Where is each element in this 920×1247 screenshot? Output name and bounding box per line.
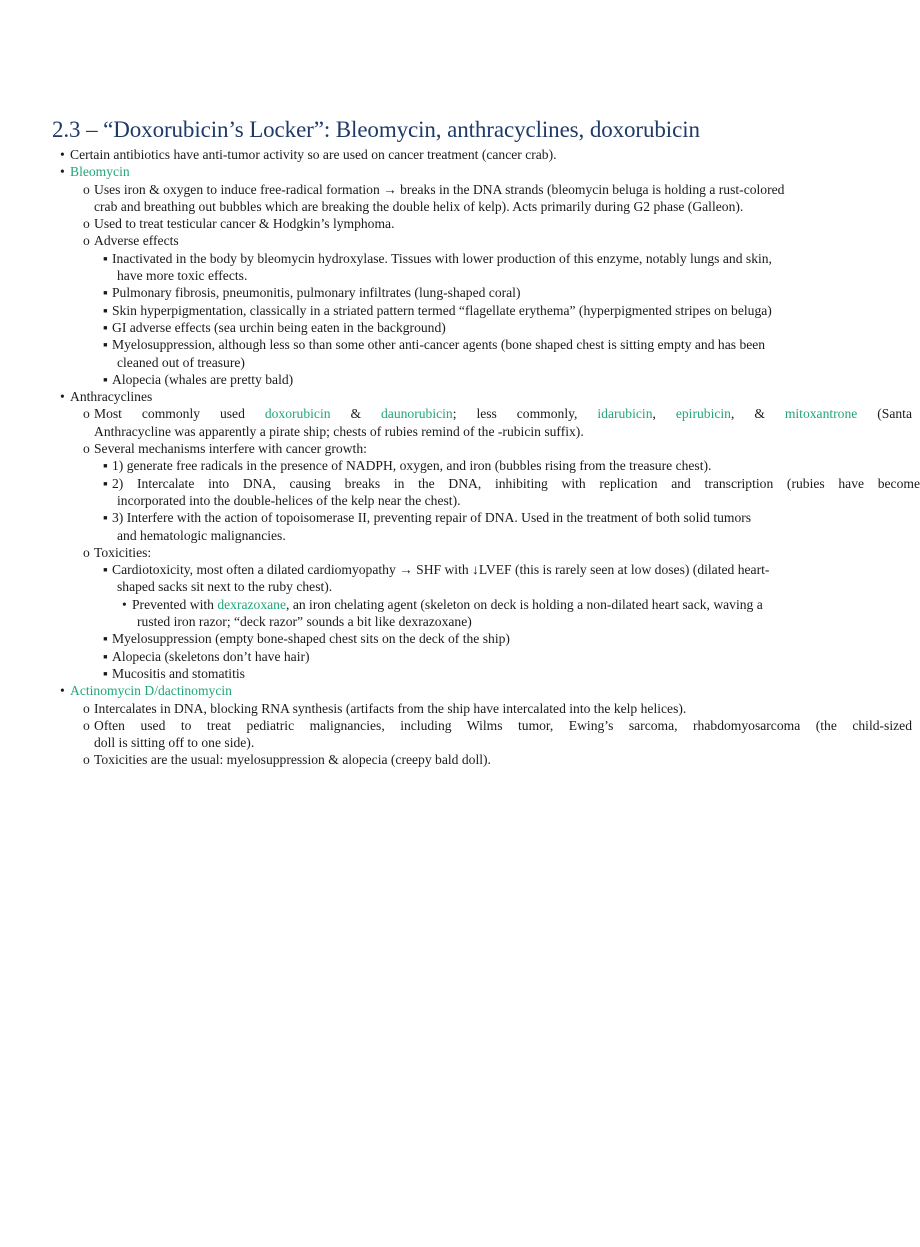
prevention-post: , an iron chelating agent (skeleton on deck is holding a non-dilated heart sack, waving a bbox=[286, 596, 763, 612]
toxicity-alopecia: Alopecia (skeletons don’t have hair) bbox=[112, 648, 310, 664]
intro-text: Certain antibiotics have anti-tumor activity so are used on cancer treatment (cancer crab). bbox=[70, 147, 557, 162]
drugs-intro: Most commonly used bbox=[94, 406, 245, 422]
bullet-marker: ▪ bbox=[103, 319, 108, 335]
drug-idarubicin: idarubicin bbox=[597, 406, 653, 422]
bullet-marker: • bbox=[60, 683, 65, 699]
bullet-marker: • bbox=[60, 147, 65, 162]
list-item-continuation bbox=[0, 613, 880, 630]
drug-epirubicin: epirubicin bbox=[675, 406, 731, 422]
bullet-marker: o bbox=[83, 406, 90, 422]
anthracycline-mechanisms: Several mechanisms interfere with cancer growth: bbox=[94, 441, 367, 457]
bullet-marker: o bbox=[83, 216, 90, 232]
toxicity-cardiotoxicity-cont: shaped sacks sit next to the ruby chest). bbox=[117, 579, 333, 595]
bullet-marker: o bbox=[83, 544, 90, 560]
list-item bbox=[0, 665, 880, 682]
bullet-marker: o bbox=[83, 441, 90, 457]
list-item bbox=[0, 596, 880, 613]
actinomycin-mechanism: Intercalates in DNA, blocking RNA synthesis (artifacts from the ship have intercalated into the kelp helices). bbox=[94, 700, 687, 716]
less-commonly: less commonly, bbox=[476, 406, 578, 422]
actinomycin-heading: Actinomycin D/dactinomycin bbox=[70, 683, 232, 699]
toxicity-mucositis: Mucositis and stomatitis bbox=[112, 665, 245, 681]
mechanism-topoisomerase-cont: and hematologic malignancies. bbox=[117, 527, 286, 543]
list-item bbox=[0, 561, 880, 578]
list-item bbox=[0, 250, 880, 267]
bleomycin-ae-pulmonary: Pulmonary fibrosis, pneumonitis, pulmonary infiltrates (lung-shaped coral) bbox=[112, 285, 521, 301]
list-item bbox=[0, 475, 920, 492]
list-item bbox=[0, 232, 880, 249]
list-item bbox=[0, 146, 880, 163]
bleomycin-mechanism: Uses iron & oxygen to induce free-radical formation → breaks in the DNA strands (bleomycin beluga is holding a rust-colored bbox=[94, 181, 785, 197]
bullet-marker: ▪ bbox=[103, 337, 108, 353]
bullet-marker: ▪ bbox=[103, 302, 108, 318]
bullet-marker: ▪ bbox=[103, 371, 108, 387]
bleomycin-adverse-effects: Adverse effects bbox=[94, 233, 179, 249]
list-item-continuation bbox=[0, 267, 880, 284]
list-item-continuation bbox=[0, 578, 880, 595]
list-item bbox=[0, 751, 880, 768]
bullet-marker: • bbox=[60, 389, 65, 405]
bullet-marker: ▪ bbox=[103, 648, 108, 664]
list-item bbox=[0, 717, 912, 734]
bullet-marker: ▪ bbox=[103, 250, 108, 266]
bullet-marker: o bbox=[83, 717, 90, 733]
list-item bbox=[0, 509, 880, 526]
document-body bbox=[0, 146, 920, 769]
mechanism-free-radicals: 1) generate free radicals in the presence of NADPH, oxygen, and iron (bubbles rising from the treasure chest). bbox=[112, 458, 712, 474]
list-item bbox=[0, 630, 880, 647]
list-item-continuation bbox=[0, 423, 880, 440]
prevention-cont: rusted iron razor; “deck razor” sounds a bit like dexrazoxane) bbox=[137, 614, 472, 630]
bleomycin-ae-myelosuppression-cont: cleaned out of treasure) bbox=[117, 354, 245, 370]
bullet-marker: ▪ bbox=[103, 475, 108, 491]
drug-mitoxantrone: mitoxantrone bbox=[784, 406, 858, 422]
list-item bbox=[0, 700, 880, 717]
page-title: 2.3 – “Doxorubicin’s Locker”: Bleomycin, anthracyclines, doxorubicin bbox=[52, 117, 700, 142]
list-item bbox=[0, 682, 880, 699]
bleomycin-ae-skin: Skin hyperpigmentation, classically in a striated pattern termed “flagellate erythema” (hyperpigmented stripes on beluga) bbox=[112, 302, 772, 318]
bullet-marker: o bbox=[83, 700, 90, 716]
bullet-marker: ▪ bbox=[103, 458, 108, 474]
list-item bbox=[0, 336, 880, 353]
drugs-mnemonic-start: (Santa bbox=[877, 406, 912, 422]
list-item bbox=[0, 388, 880, 405]
list-item-continuation bbox=[0, 492, 880, 509]
bleomycin-ae-myelosuppression: Myelosuppression, although less so than some other anti-cancer agents (bone shaped chest is sitting empty and has been bbox=[112, 337, 766, 353]
bullet-marker: o bbox=[83, 181, 90, 197]
drug-epirubicin-group bbox=[676, 406, 735, 421]
list-item bbox=[0, 405, 912, 422]
bleomycin-ae-alopecia: Alopecia (whales are pretty bald) bbox=[112, 371, 294, 387]
drug-doxorubicin: doxorubicin bbox=[264, 406, 331, 422]
bleomycin-use: Used to treat testicular cancer & Hodgkin’s lymphoma. bbox=[94, 216, 395, 232]
anthracycline-mnemonic: Anthracycline was apparently a pirate ship; chests of rubies remind of the -rubicin suffix). bbox=[94, 423, 584, 439]
semicolon: ; bbox=[452, 406, 457, 422]
drug-daunorubicin: daunorubicin bbox=[380, 406, 453, 422]
bullet-marker: • bbox=[122, 596, 127, 612]
actinomycin-use: Often used to treat pediatric malignancies, including Wilms tumor, Ewing’s sarcoma, rhabdomyosarcoma (the child-sized bbox=[94, 717, 912, 733]
list-item bbox=[0, 371, 880, 388]
bullet-marker: ▪ bbox=[103, 510, 108, 526]
list-item bbox=[0, 440, 880, 457]
bullet-marker: o bbox=[83, 752, 90, 768]
bleomycin-mechanism-cont: crab and breathing out bubbles which are breaking the double helix of kelp). Acts primarily during G2 phase (Galleon). bbox=[94, 198, 744, 214]
bullet-marker: ▪ bbox=[103, 562, 108, 578]
bleomycin-heading: Bleomycin bbox=[70, 164, 130, 180]
bullet-marker: o bbox=[83, 233, 90, 249]
bullet-marker: ▪ bbox=[103, 285, 108, 301]
drug-daunorubicin-group bbox=[381, 406, 457, 421]
list-item bbox=[0, 319, 880, 336]
toxicity-cardiotoxicity: Cardiotoxicity, most often a dilated cardiomyopathy → SHF with ↓LVEF (this is rarely seen at low doses) (dilated heart- bbox=[112, 562, 770, 578]
list-item bbox=[0, 181, 880, 198]
bleomycin-ae-inactivation-cont: have more toxic effects. bbox=[117, 268, 248, 284]
list-item bbox=[0, 302, 880, 319]
list-item bbox=[0, 215, 880, 232]
prevention-pre: Prevented with bbox=[132, 596, 214, 612]
list-item-continuation bbox=[0, 734, 880, 751]
anthracycline-drugs bbox=[94, 405, 912, 422]
bullet-marker: ▪ bbox=[103, 665, 108, 681]
comma: , bbox=[730, 406, 735, 422]
list-item bbox=[0, 284, 880, 301]
bullet-marker: • bbox=[60, 164, 65, 180]
list-item-continuation bbox=[0, 527, 880, 544]
list-item-continuation bbox=[0, 354, 880, 371]
bleomycin-ae-inactivation: Inactivated in the body by bleomycin hydroxylase. Tissues with lower production of this enzyme, notably lungs and skin, bbox=[112, 250, 772, 266]
mechanism-intercalate-cont: incorporated into the double-helices of the kelp near the chest). bbox=[117, 492, 461, 508]
comma: , bbox=[652, 406, 656, 422]
bleomycin-ae-gi: GI adverse effects (sea urchin being eaten in the background) bbox=[112, 319, 446, 335]
drug-idarubicin-group bbox=[597, 406, 656, 421]
ampersand: & bbox=[754, 406, 765, 422]
list-item bbox=[0, 457, 880, 474]
actinomycin-toxicities: Toxicities are the usual: myelosuppression & alopecia (creepy bald doll). bbox=[94, 752, 491, 768]
toxicity-myelosuppression: Myelosuppression (empty bone-shaped chest sits on the deck of the ship) bbox=[112, 631, 510, 647]
anthracyclines-heading: Anthracyclines bbox=[70, 389, 153, 405]
anthracycline-toxicities: Toxicities: bbox=[94, 544, 152, 560]
mechanism-intercalate: 2) Intercalate into DNA, causing breaks in the DNA, inhibiting with replication and transcription (rubies have become bbox=[112, 475, 920, 491]
list-item bbox=[0, 544, 880, 561]
list-item bbox=[0, 163, 880, 180]
drug-dexrazoxane: dexrazoxane bbox=[217, 596, 287, 612]
bullet-marker: ▪ bbox=[103, 631, 108, 647]
list-item bbox=[0, 648, 880, 665]
actinomycin-use-cont: doll is sitting off to one side). bbox=[94, 735, 255, 751]
list-item-continuation bbox=[0, 198, 880, 215]
ampersand: & bbox=[350, 406, 362, 422]
mechanism-topoisomerase: 3) Interfere with the action of topoisomerase II, preventing repair of DNA. Used in the treatment of both solid tumors bbox=[112, 510, 752, 526]
